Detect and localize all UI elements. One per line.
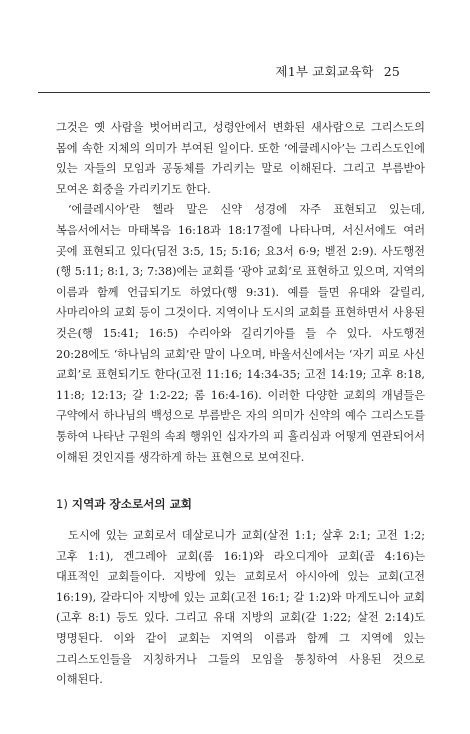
page-number: 25 — [383, 64, 400, 79]
running-header — [275, 62, 400, 80]
paragraph: 그것은 옛 사람을 벗어버리고, 성령안에서 변화된 새사람으로 그리스도의 몸에 속한 지체의 의미가 부여된 일이다. 또한 ‘에클레시아’는 그리스도인에 있는 자들의 모임과 공동체를 가리키는 말로 이해된다. 그리고 부름받아 모여온 회중을 가리키기도 한다. — [56, 121, 425, 196]
section-title: 지역과 장소로서의 교회 — [71, 497, 192, 512]
paragraph: ‘에클레시아’란 헬라 말은 신약 성경에 자주 표현되고 있는데, 복음서에서는 마태복음 16:18과 18:17절에 나타나며, 서신서에도 여러 곳에 표현되고 있다(딤전 3:5, 15; 5:16; 요3서 6·9; 벧전 2:9). 사도행전(행 5:11; 8:1, 3; 7:38)에는 교회를 ‘광야 교회’로 표현하고 있으며, 지역의 이름과 함께 언급되기도 하였다(행 9:31). 예를 들면 유대와 갈릴리, 사마리아의 교회 등이 그것이다. 지역이나 도시의 교회를 표현하면서 사용된 것은(행 15:41; 16:5) 수리아와 길리기아를 들 수 있다. 사도행전 20:28에도 ‘하나님의 교회’란 말이 나오며, 바울서신에서는 ‘자기 피로 사신 교회’로 표현되기도 한다(고전 11:16; 14:34-35; 고전 14:19; 고후 8:18, 11:8; 12:13; 갈 1:2-22; 롬 16:4-16). 이러한 다양한 교회의 개념들은 구약에서 하나님의 백성으로 부름받은 자의 의미가 신약의 예수 그리스도를 통하여 나타난 구원의 속죄 행위인 십자가의 피 흘리심과 어떻게 연관되어서 이해된 것인지를 생각하게 하는 표현으로 보여진다. — [56, 203, 425, 464]
header-section-title: 제1부 교회교육학 — [275, 64, 374, 79]
paragraph: 도시에 있는 교회로서 데살로니가 교회(살전 1:1; 살후 2:1; 고전 1:2; 고후 1:1), 겐그레아 교회(롬 16:1)와 라오디게아 교회(골 4:16)는 대표적인 교회들이다. 지방에 있는 교회로서 아시아에 있는 교회(고전 16:19), 갈라디아 지방에 있는 교회(고전 16:1; 갈 1:2)와 마게도니아 교회(고후 8:1) 등도 있다. 그리고 유대 지방의 교회(갈 1:22; 살전 2:14)도 명명된다. 이와 같이 교회는 지역의 이름과 함께 그 지역에 있는 그리스도인들을 지칭하거나 그들의 모임을 통칭하여 사용된 것으로 이해된다. — [56, 529, 425, 687]
header-rule — [38, 92, 430, 93]
body-text — [56, 118, 425, 691]
section-heading — [56, 494, 425, 514]
section-number: 1) — [56, 497, 68, 512]
